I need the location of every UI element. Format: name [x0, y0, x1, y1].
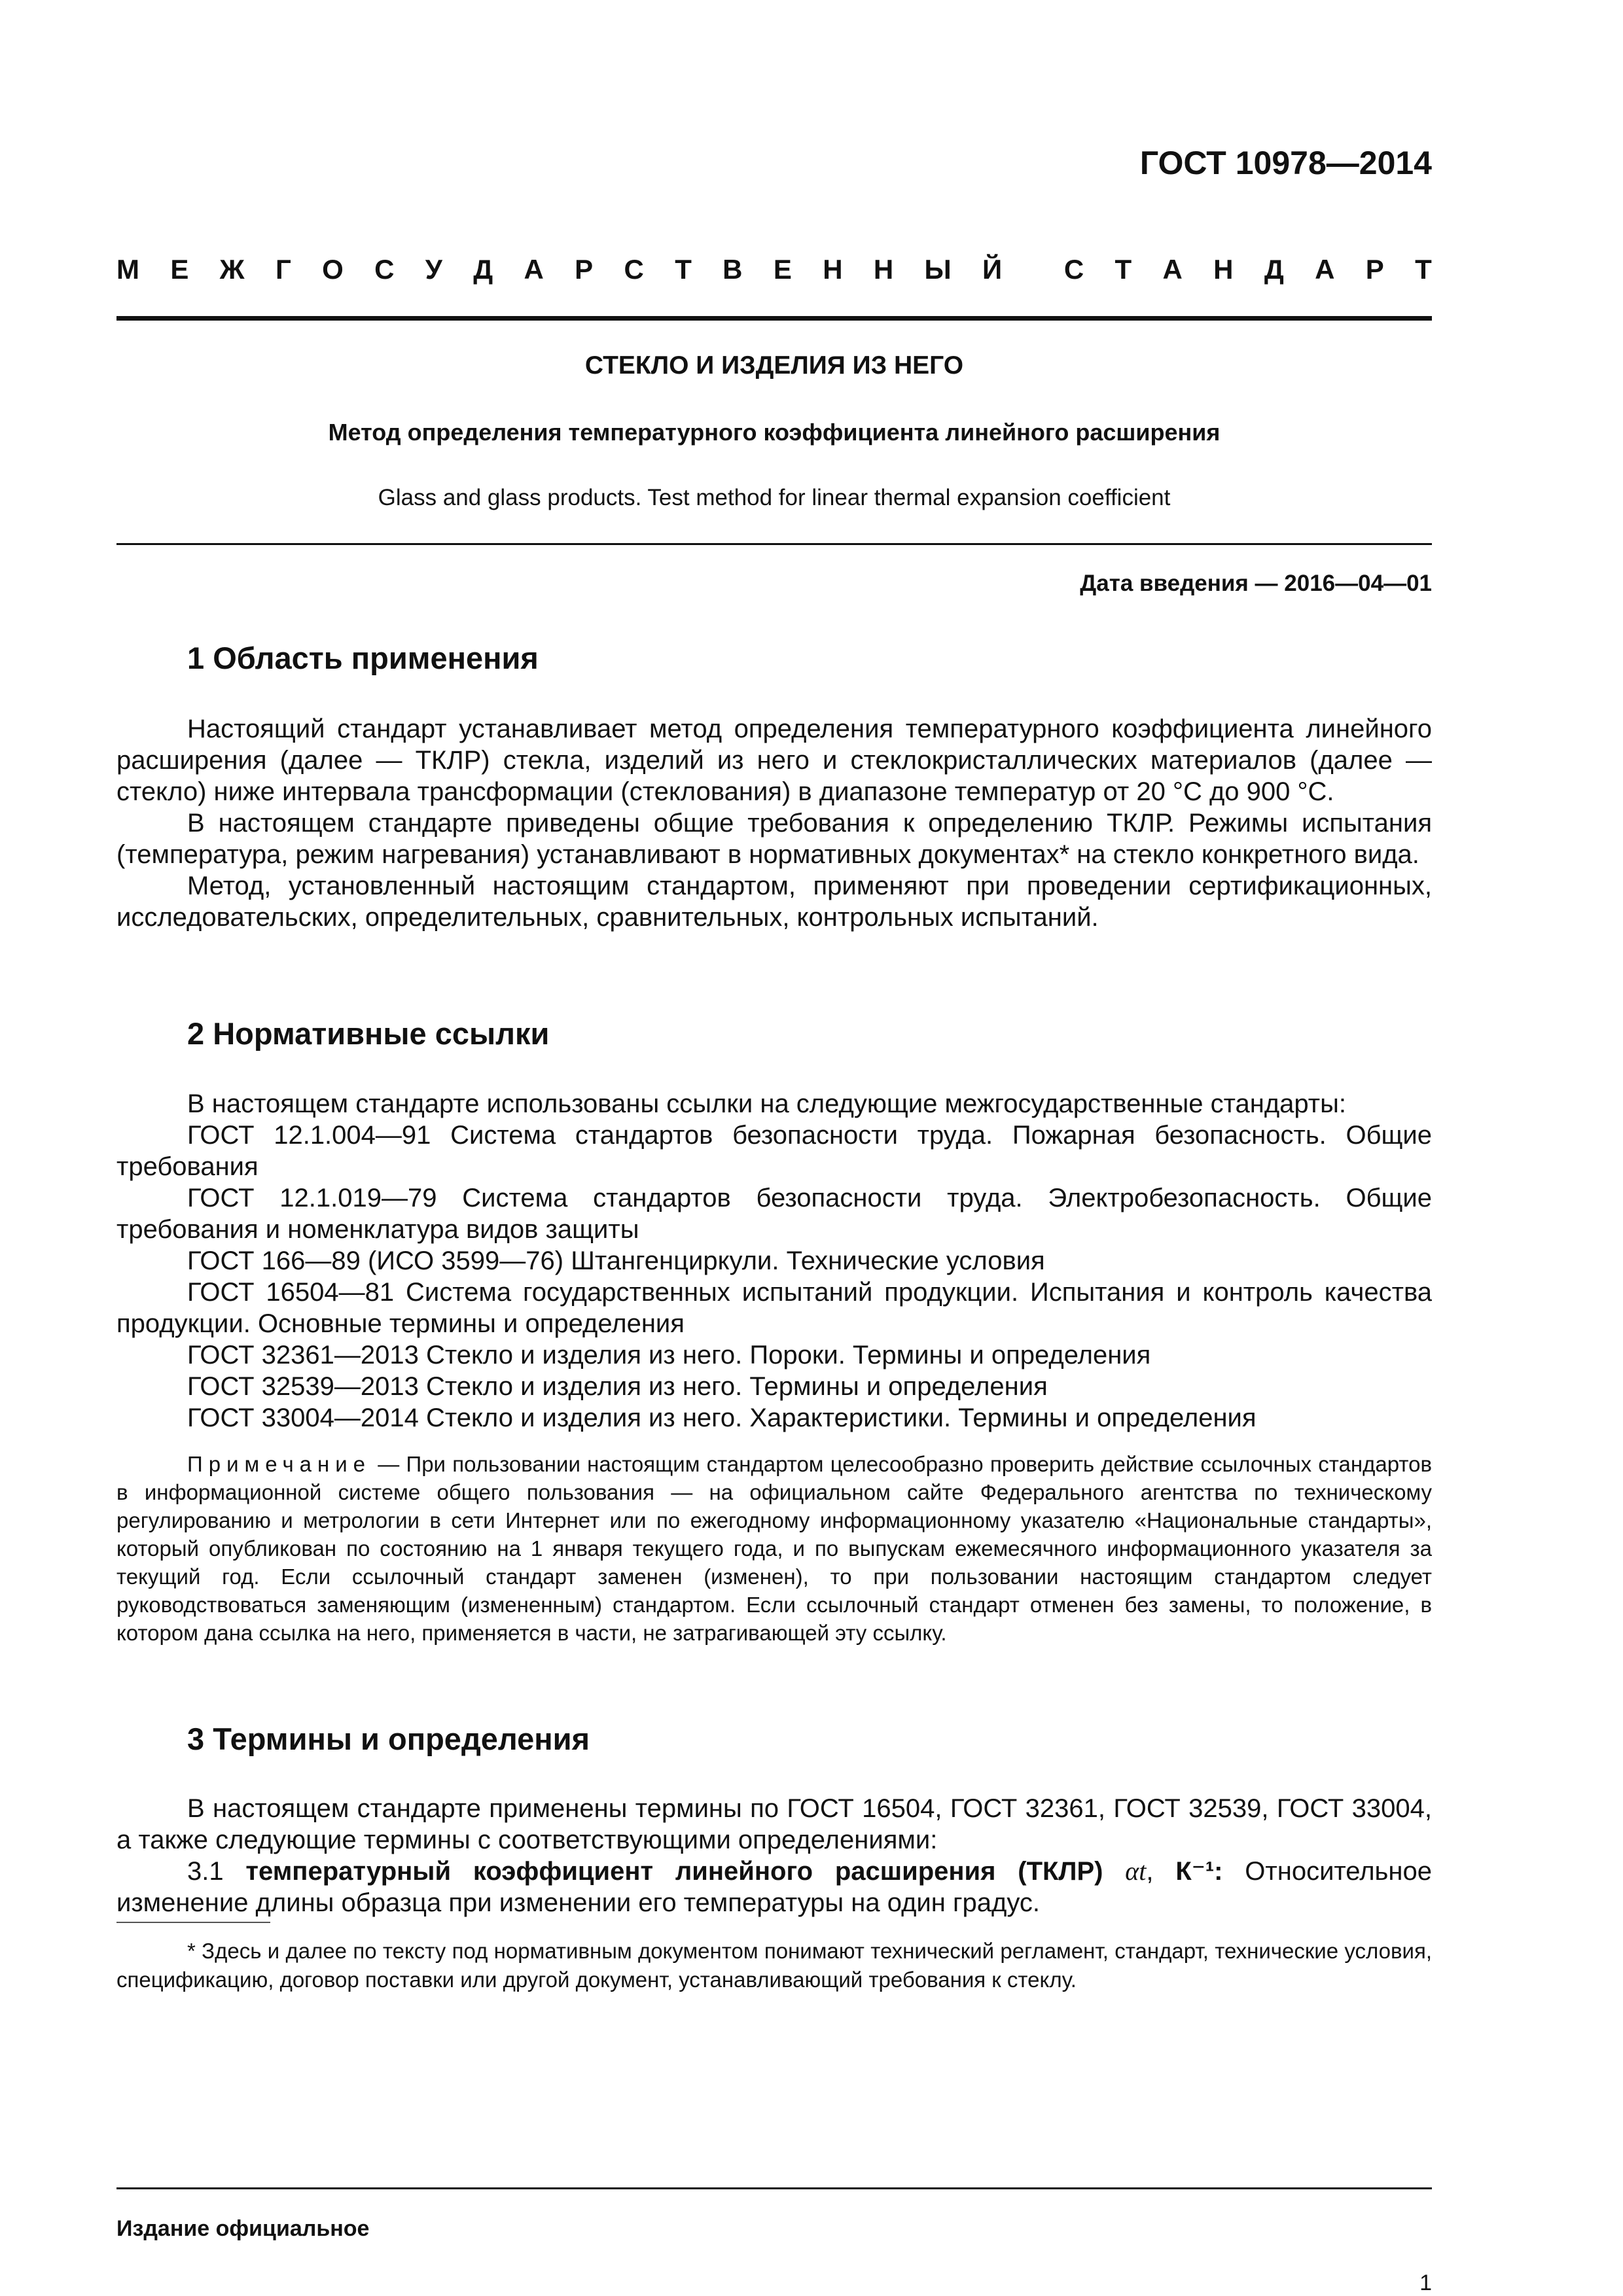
paragraph: Метод, установленный настоящим стандартом, применяют при проведении сертификационных, исследовательских, определительных, сравнительных, контрольных испытаний. [116, 872, 1432, 932]
letter: С [1063, 254, 1084, 285]
section-heading: 3 Термины и определения [187, 1722, 590, 1756]
letter: Й [982, 254, 1003, 285]
letter: С [374, 254, 395, 285]
paragraph: В настоящем стандарте использованы ссылки на следующие межгосударственные стандарты: [187, 1089, 1346, 1118]
letter: Е [170, 254, 189, 285]
footnote-text: * Здесь и далее по тексту под нормативным документом понимают технический регламент, стандарт, технические условия, спецификацию, договор поставки или другой документ, устанавливающий требования к стеклу. [116, 1939, 1432, 1992]
letter: М [116, 254, 139, 285]
introduction-date: Дата введения — 2016—04—01 [1080, 571, 1432, 596]
note-label: Примечание [187, 1452, 372, 1476]
section-heading: 2 Нормативные ссылки [187, 1016, 550, 1051]
letter: Т [1115, 254, 1132, 285]
divider [116, 543, 1432, 545]
reference-item: ГОСТ 32539—2013 Стекло и изделия из него. Термины и определения [187, 1372, 1048, 1401]
document-title-english: Glass and glass products. Test method for linear thermal expansion coefficient [378, 485, 1171, 510]
section-heading: 1 Область применения [187, 641, 539, 675]
letter: Н [1213, 254, 1234, 285]
edition-label: Издание официальное [116, 2216, 370, 2241]
paragraph: Настоящий стандарт устанавливает метод определения температурного коэффициента линейного расширения (далее — ТКЛР) стекла, изделий из него и стеклокристаллических материалов (далее — стекло) ниже интервала трансформации (стеклования) в диапазоне температур от 20 °С до 900 °С. [116, 715, 1432, 806]
divider [116, 2187, 1432, 2189]
letter: В [722, 254, 743, 285]
note-block [116, 1450, 1432, 1647]
term-symbol: αt [1125, 1856, 1147, 1886]
letter: Н [873, 254, 894, 285]
letter: Т [675, 254, 692, 285]
divider [116, 316, 1432, 321]
doc-number: ГОСТ 10978—2014 [1139, 145, 1432, 181]
letter: Р [575, 254, 594, 285]
letter: Р [1365, 254, 1384, 285]
letter: Ы [924, 254, 952, 285]
reference-item: ГОСТ 16504—81 Система государственных испытаний продукции. Испытания и контроль качества продукции. Основные термины и определения [116, 1278, 1432, 1338]
section-body [116, 1793, 1432, 1918]
page-number: 1 [1419, 2270, 1432, 2295]
letter: Д [1264, 254, 1284, 285]
letter: С [624, 254, 644, 285]
letter: А [1315, 254, 1335, 285]
letter: Ж [219, 254, 245, 285]
reference-item: ГОСТ 33004—2014 Стекло и изделия из него. Характеристики. Термины и определения [187, 1404, 1257, 1432]
term-name: температурный коэффициент линейного расширения (ТКЛР) [245, 1857, 1103, 1886]
term-unit: К⁻¹: [1175, 1857, 1223, 1886]
reference-item: ГОСТ 32361—2013 Стекло и изделия из него. Пороки. Термины и определения [187, 1341, 1151, 1369]
reference-item: ГОСТ 166—89 (ИСО 3599—76) Штангенциркули. Технические условия [187, 1246, 1045, 1275]
document-subtitle: Метод определения температурного коэффициента линейного расширения [328, 419, 1221, 446]
letter: Д [473, 254, 493, 285]
letter: А [1162, 254, 1183, 285]
reference-item: ГОСТ 12.1.004—91 Система стандартов безопасности труда. Пожарная безопасность. Общие требования [116, 1121, 1432, 1181]
paragraph: В настоящем стандарте приведены общие требования к определению ТКЛР. Режимы испытания (температура, режим нагревания) устанавливают в нормативных документах* на стекло конкретного вида. [116, 809, 1432, 869]
letter: У [425, 254, 442, 285]
footnote-separator [116, 1922, 270, 1923]
letter: О [322, 254, 344, 285]
section-body [116, 713, 1432, 933]
letter: Г [275, 254, 291, 285]
reference-item: ГОСТ 12.1.019—79 Система стандартов безопасности труда. Электробезопасность. Общие требования и номенклатура видов защиты [116, 1184, 1432, 1244]
standard-type-heading [116, 254, 1432, 285]
paragraph: В настоящем стандарте применены термины по ГОСТ 16504, ГОСТ 32361, ГОСТ 32539, ГОСТ 33004, а также следующие термины с соответствующими определениями: [116, 1794, 1432, 1854]
letter: Т [1415, 254, 1432, 285]
term-definition: 3.1 температурный коэффициент линейного расширения (ТКЛР) αt, К⁻¹: Относительное изменение длины образца при изменении его температуры на один градус. [116, 1856, 1432, 1917]
term-number: 3.1 [187, 1857, 224, 1886]
letter: Е [773, 254, 792, 285]
note-text: — При пользовании настоящим стандартом целесообразно проверить действие ссылочных стандартов в информационной системе общего пользования — на официальном сайте Федерального агентства по техническому регулированию и метрологии в сети Интернет или по ежегодному информационному указателю «Национальные стандарты», который опубликован по состоянию на 1 января текущего года, и по выпускам ежемесячного информационного указателя за текущий год. Если ссылочный стандарт заменен (изменен), то при пользовании настоящим стандартом следует руководствоваться заменяющим (измененным) стандартом. Если ссылочный стандарт отменен без замены, то положение, в котором дана ссылка на него, применяется в части, не затрагивающей эту ссылку. [116, 1452, 1432, 1645]
footnote [116, 1937, 1432, 1994]
letter: Н [823, 254, 843, 285]
document-title: СТЕКЛО И ИЗДЕЛИЯ ИЗ НЕГО [584, 351, 964, 380]
document-page [116, 0, 1432, 2295]
letter: А [524, 254, 544, 285]
section-body [116, 1088, 1432, 1434]
term-text: Относительное изменение длины образца при изменении его температуры на один градус. [116, 1857, 1432, 1917]
